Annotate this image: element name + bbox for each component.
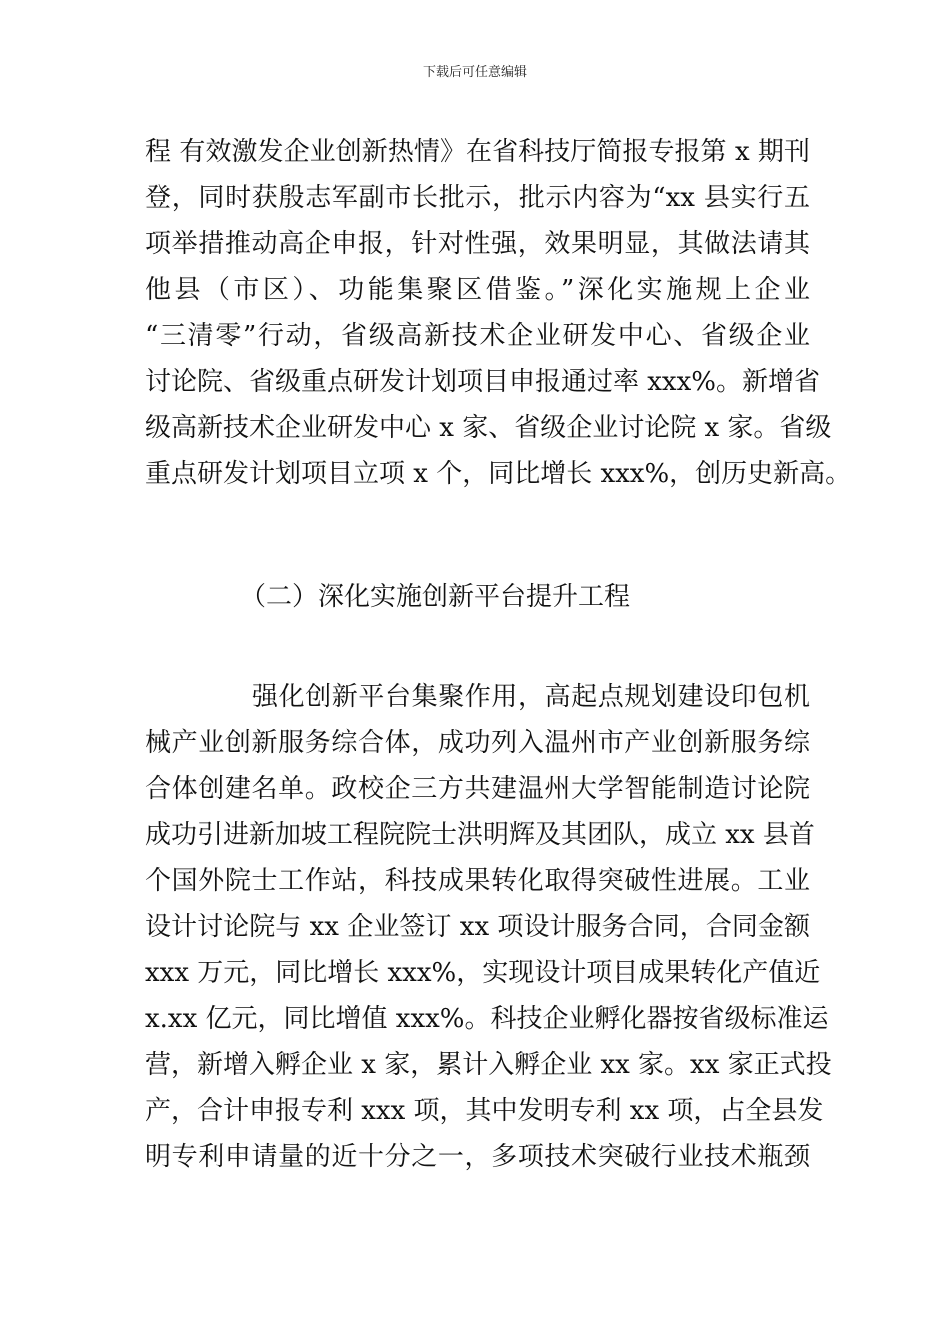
text-line: “三清零”行动，省级高新技术企业研发中心、省级企业 bbox=[145, 321, 810, 351]
text-line: 械产业创新服务综合体，成功列入温州市产业创新服务综 bbox=[145, 728, 810, 758]
text-line: x.xx 亿元，同比增值 xxx%。科技企业孵化器按省级标准运 bbox=[145, 1004, 829, 1034]
text-line: 项举措推动高企申报，针对性强，效果明显，其做法请其 bbox=[145, 229, 810, 259]
text-line: 程 有效激发企业创新热情》在省科技厅简报专报第 x 期刊 bbox=[145, 137, 810, 167]
text-line: 明专利申请量的近十分之一，多项技术突破行业技术瓶颈 bbox=[145, 1142, 810, 1172]
text-line: 登，同时获殷志军副市长批示，批示内容为“xx 县实行五 bbox=[145, 183, 810, 213]
text-line: 级高新技术企业研发中心 x 家、省级企业讨论院 x 家。省级 bbox=[145, 413, 832, 443]
page-header: 下载后可任意编辑 bbox=[422, 65, 527, 80]
text-line: 个国外院士工作站，科技成果转化取得突破性进展。工业 bbox=[145, 866, 810, 896]
section-heading: （二）深化实施创新平台提升工程 bbox=[240, 582, 631, 612]
text-line: 设计讨论院与 xx 企业签订 xx 项设计服务合同，合同金额 bbox=[145, 912, 810, 942]
text-line: 合体创建名单。政校企三方共建温州大学智能制造讨论院 bbox=[145, 774, 810, 804]
text-line: 重点研发计划项目立项 x 个，同比增长 xxx%，创历史新高。 bbox=[145, 459, 852, 489]
text-line: 讨论院、省级重点研发计划项目申报通过率 xxx%。新增省 bbox=[145, 367, 820, 397]
text-line: 成功引进新加坡工程院院士洪明辉及其团队，成立 xx 县首 bbox=[145, 820, 815, 850]
text-line: 强化创新平台集聚作用，高起点规划建设印包机 bbox=[252, 682, 810, 712]
text-line: 营，新增入孵企业 x 家，累计入孵企业 xx 家。xx 家正式投 bbox=[145, 1050, 832, 1080]
text-line: xxx 万元，同比增长 xxx%，实现设计项目成果转化产值近 bbox=[145, 958, 821, 988]
text-line: 他县（市区）、功能集聚区借鉴。”深化实施规上企业 bbox=[145, 275, 810, 305]
text-line: 产，合计申报专利 xxx 项，其中发明专利 xx 项，占全县发 bbox=[145, 1096, 824, 1126]
